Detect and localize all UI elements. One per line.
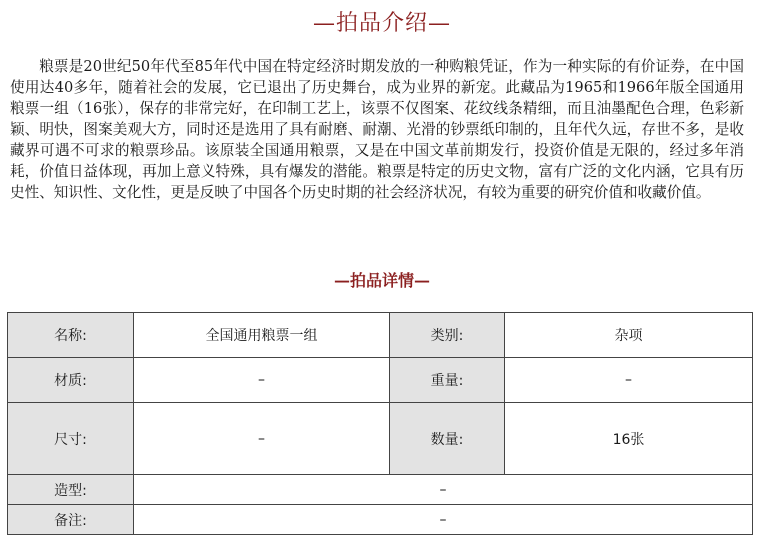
details-table <box>7 312 753 535</box>
weight-value: – <box>505 358 753 403</box>
intro-paragraph: 粮票是20世纪50年代至85年代中国在特定经济时期发放的一种购粮凭证，作为一种实际的有价证券，在中国使用达40多年，随着社会的发展，它已退出了历史舞台，成为业界的新宠。此藏品为1965和1966年版全国通用粮票一组（16张），保存的非常完好，在印制工艺上，该票不仅图案、花纹线条精细，而且油墨配色合理，色彩新颖、明快，图案美观大方，同时还是选用了具有耐磨、耐潮、光滑的钞票纸印制的，且年代久远，存世不多，是收藏界可遇不可求的粮票珍品。该原装全国通用粮票，又是在中国文革前期发行，投资价值是无限的，经过多年消耗，价值日益体现，再加上意义特殊，具有爆发的潜能。粮票是特定的历史文物，富有广泛的文化内涵，它具有历史性、知识性、文化性，更是反映了中国各个历史时期的社会经济状况，有较为重要的研究价值和收藏价值。 <box>10 58 744 201</box>
size-label: 尺寸: <box>8 403 134 475</box>
shape-value: – <box>134 475 753 505</box>
details-heading: —拍品详情— <box>333 271 430 290</box>
quantity-value: 16张 <box>505 403 753 475</box>
weight-label: 重量: <box>390 358 505 403</box>
intro-heading: —拍品介绍— <box>312 11 451 36</box>
table-row <box>8 313 753 358</box>
table-row <box>8 403 753 475</box>
material-value: – <box>134 358 390 403</box>
table-row <box>8 475 753 505</box>
category-label: 类别: <box>390 313 505 358</box>
quantity-label: 数量: <box>390 403 505 475</box>
material-label: 材质: <box>8 358 134 403</box>
table-row <box>8 358 753 403</box>
shape-label: 造型: <box>8 475 134 505</box>
note-label: 备注: <box>8 505 134 535</box>
size-value: – <box>134 403 390 475</box>
table-row <box>8 505 753 535</box>
name-value: 全国通用粮票一组 <box>134 313 390 358</box>
note-value: – <box>134 505 753 535</box>
name-label: 名称: <box>8 313 134 358</box>
category-value: 杂项 <box>505 313 753 358</box>
